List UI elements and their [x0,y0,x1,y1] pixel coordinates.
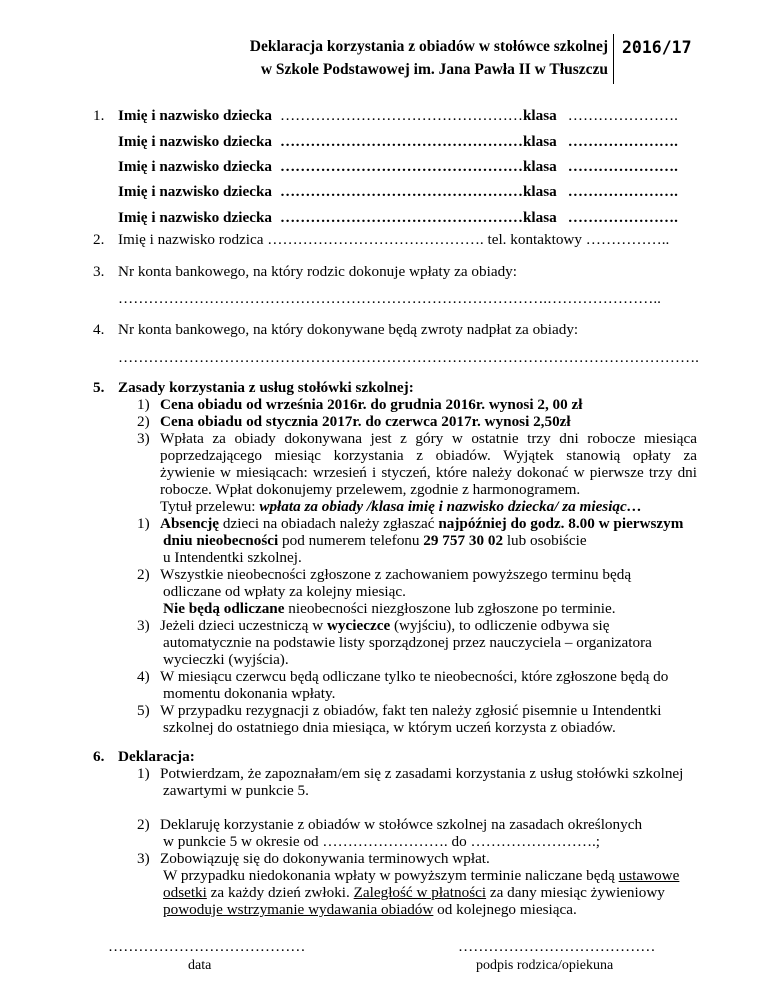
rule-payment-line2: poprzedzającego miesiąc korzystania z obiadów. Wyjątek stanowią opłaty za [160,447,697,464]
decl-item-2-number: 2) [137,816,150,833]
class-field[interactable]: …………………. [567,209,678,226]
child-row [118,183,678,201]
child-row [118,158,678,176]
rule-payment-line1: Wpłata za obiady dokonywana jest z góry w ostatnie trzy dni robocze miesiąca [160,430,697,447]
date-field[interactable]: ………………………………… [108,938,306,955]
class-label: klasa [522,107,557,124]
trip-text-a: Jeżeli dzieci uczestniczą w [160,617,324,634]
decl-obligation-line1: Zobowiązuję się do dokonywania terminowych wpłat. [160,850,490,867]
rule-item-7-number: 4) [137,668,150,685]
decl-confirm-line1: Potwierdzam, że zapoznałam/em się z zasadami korzystania z usług stołówki szkolnej [160,765,684,782]
child-row [118,133,678,151]
absence-phone-number: 29 757 30 02 [423,532,504,549]
per-day-text: za każdy dzień zwłoki. [210,884,350,901]
decl-obligation-line3 [163,884,665,902]
rule-item-2-number: 2) [137,413,150,430]
rule-deduction-line2: odliczane od wpłaty za kolejny miesiąc. [163,583,406,600]
decl-item-1-number: 1) [137,765,150,782]
rule-transfer-title [160,498,642,516]
rule-price-2017: Cena obiadu od stycznia 2017r. do czerwca 2017r. wynosi 2,50zł [160,413,571,430]
rule-trip-line1 [160,617,610,635]
section-6-title: Deklaracja: [118,748,195,765]
child-name-field[interactable]: ………………………………………… [279,183,523,200]
child-name-field[interactable]: ………………………………………… [279,133,523,150]
class-field[interactable]: …………………. [567,107,678,124]
section-5-number: 5. [93,379,105,396]
not-deducted-text: nieobecności niezgłoszone lub zgłoszone po terminie. [288,600,616,617]
child-name-label: Imię i nazwisko dziecka [118,183,272,200]
child-name-label: Imię i nazwisko dziecka [118,133,272,150]
rule-resign-line2: szkolnej do ostatniego dnia miesiąca, w którym uczeń korzysta z obiadów. [163,719,616,736]
interest-text: W przypadku niedokonania wpłaty w powyższym terminie naliczane będą [163,867,615,884]
section-3-number: 3. [93,263,105,280]
child-name-field[interactable]: ………………………………………… [279,158,523,175]
signature-label: podpis rodzica/opiekuna [476,958,614,973]
rule-price-2016: Cena obiadu od września 2016r. do grudnia 2016r. wynosi 2, 00 zł [160,396,583,413]
rule-deduction-line1: Wszystkie nieobecności zgłoszone z zachowaniem powyższego terminu będą [160,566,632,583]
decl-period-line1: Deklaruję korzystanie z obiadów w stołówce szkolnej na zasadach określonych [160,816,643,833]
rule-item-5-number: 2) [137,566,150,583]
document-title-line1: Deklaracja korzystania z obiadów w stołówce szkolnej [249,38,608,55]
not-deducted-keyword: Nie będą odliczane [163,600,285,617]
rule-absence-line2 [163,532,587,550]
decl-confirm-line2: zawartymi w punkcie 5. [163,782,309,799]
rule-payment-line4: robocze. Wpłat dokonujemy przelewem, zgodnie z harmonogramem. [160,481,581,498]
class-field[interactable]: …………………. [567,133,678,150]
suspension-keyword: powoduje wstrzymanie wydawania obiadów [163,901,434,918]
rule-absence-line3: u Intendentki szkolnej. [163,549,302,566]
child-name-field[interactable]: ………………………………………… [279,209,523,226]
class-label: klasa [522,183,557,200]
suspension-text: od kolejnego miesiąca. [437,901,577,918]
interest-keyword: odsetki [163,884,207,901]
rule-deduction-line3 [163,600,616,618]
class-label: klasa [522,158,557,175]
arrears-keyword: Zaległość w płatności [353,884,487,901]
class-label: klasa [522,209,557,226]
refund-account-label: Nr konta bankowego, na który dokonywane będą zwroty nadpłat za obiady: [118,321,579,338]
parent-name-phone-line[interactable]: Imię i nazwisko rodzica ……………………………………. tel. kontaktowy …………….. [118,231,670,248]
absence-keyword: Absencję [160,515,220,532]
child-name-field[interactable]: ………………………………………… [279,107,523,124]
decl-obligation-line2 [163,867,679,885]
child-name-label: Imię i nazwisko dziecka [118,107,272,124]
date-label: data [188,958,212,973]
trip-keyword: wycieczce [326,617,391,634]
rule-item-3-number: 3) [137,430,150,447]
absence-in-person: lub osobiście [506,532,587,549]
decl-period-field[interactable]: w punkcie 5 w okresie od ……………………. do …………………….; [163,833,601,850]
payment-account-field[interactable]: ………………………………………………………………………….………………….. [118,290,661,307]
rule-trip-line2: automatycznie na podstawie listy sporządzonej przez nauczyciela – organizatora [163,634,652,651]
statutory-interest: ustawowe [618,867,680,884]
section-6-number: 6. [93,748,105,765]
absence-deadline: najpóźniej do godz. 8.00 w pierwszym [438,515,684,532]
transfer-title-format: wpłata za obiady /klasa imię i nazwisko dziecka/ za miesiąc… [259,498,642,515]
section-5-title: Zasady korzystania z usług stołówki szkolnej: [118,379,414,396]
trip-text-c: (wyjściu), to odliczenie odbywa się [394,617,610,634]
rule-resign-line1: W przypadku rezygnacji z obiadów, fakt ten należy zgłosić pisemnie u Intendentki [160,702,662,719]
class-field[interactable]: …………………. [567,158,678,175]
class-label: klasa [522,133,557,150]
class-field[interactable]: …………………. [567,183,678,200]
absence-text: dzieci na obiadach należy zgłaszać [222,515,435,532]
rule-item-1-number: 1) [137,396,150,413]
rule-item-8-number: 5) [137,702,150,719]
rule-item-6-number: 3) [137,617,150,634]
absence-first-day: dniu nieobecności [163,532,279,549]
signature-field[interactable]: ………………………………… [458,938,656,955]
document-title-line2: w Szkole Podstawowej im. Jana Pawła II w Tłuszczu [260,61,608,78]
payment-account-label: Nr konta bankowego, na który rodzic dokonuje wpłaty za obiady: [118,263,517,280]
header-divider [613,34,614,84]
section-4-number: 4. [93,321,105,338]
absence-phone-label: pod numerem telefonu [282,532,420,549]
decl-obligation-line4 [163,901,577,919]
section-2-number: 2. [93,231,105,248]
rule-absence-line1 [160,515,683,533]
child-row [118,209,678,227]
child-name-label: Imię i nazwisko dziecka [118,158,272,175]
transfer-title-label: Tytuł przelewu: [160,498,256,515]
decl-item-3-number: 3) [137,850,150,867]
rule-trip-line3: wycieczki (wyjścia). [163,651,289,668]
arrears-text: za dany miesiąc żywieniowy [489,884,665,901]
school-year: 2016/17 [622,38,692,57]
child-name-label: Imię i nazwisko dziecka [118,209,272,226]
rule-payment-line3: żywienie w miesiącach: wrzesień i styczeń, które należy dokonać w pierwsze trzy dni [160,464,697,481]
section-1-number: 1. [93,107,105,124]
refund-account-field[interactable]: ……………………………………………………………………………………………………. [118,349,699,366]
child-row [118,107,678,125]
rule-june-line2: momentu dokonania wpłaty. [163,685,336,702]
rule-june-line1: W miesiącu czerwcu będą odliczane tylko te nieobecności, które zgłoszone będą do [160,668,669,685]
rule-item-4-number: 1) [137,515,150,532]
